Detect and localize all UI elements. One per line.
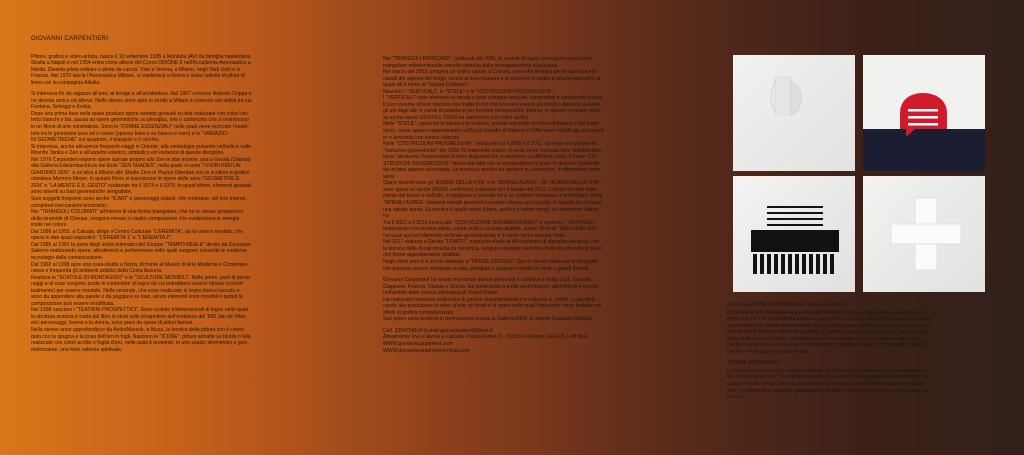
artist-name-heading: GIOVANNI CARPENTIERI — [31, 35, 109, 42]
bio-paragraph-2: Si interessa fin da ragazzo all'arte, al design e all'architettura. Nel 1957 conosce Roberto Crippa e ne diventa amico ed allievo. Nello stesso anno apre lo studio a Milano e conosce vari artisti tra cui Fontana, Scheggi e Kodra. Dopo una prima fase nella quale produce opere astratte gestuali su tela realizzate con colori sin- tetici bianchi e blu, passa ad opere geometriche su plexiglas, tele o cartoncino che si inseriscono in un filone di arte minimalista. Sono le "FORME ESSENZIALI" nelle quali viene ricercato l'equili- brio tra le geometrie pure ed il colore (spesso bianco su bianco e nero) e le "VARIAZIO- NI GEOMETRICHE" sul quadrato, il triangolo e il cerchio. Si interessa, anche attraverso frequenti viaggi in Oriente, alla simbologia presente nell'arte e nelle filosofie Tantra e Zen e all'aspetto estetico, simbolico ed esoterico di queste discipline. Nel 1976 Carpentieri espone opere ispirate proprio allo Zen in due mostre: una a Gouda (Olanda) alla Galleria Edelambachtruis dal titolo "ZEN SHADES", nella quale vi sono "I FIORI PER UN GIARDINO ZEN", e un'altra a Milano allo Studio Zero in Piazza Oberdan con lo scultore e grafico olandese Memmo Meyer. In questo filone si inseriscono le opere delle serie "GEOMETRIE E ZEN" e "LA MENTE E IL GESTO" realizzate tra il 1974 e il 1975. In quest'ultime, elementi gestuali sono inseriti su basi geometriche serigrafate. Suoi soggetti frequenti sono anche "ICARI" e personaggi volanti, che mostrano, nel loro interno, complessi meccanismi tecnicistici. Nei "TRIANGOLI COLORATI" all'interno di una forma triangolare, che ha le stesse proporzioni della piramide di Cheope, vengono messe in risalto composizioni che evidenziano le energie insite nel colore. Dal 1986 al 1993, a Calcata, dirige il Centro Culturale "L'EREMITA", da lui stesso fondato, che opera in due spazi espositivi: "L'EREMITA 1" e "L'EREMITA 2". Dal 1986 al 1991 fa parte degli artisti telematici del Gruppo "TEMPO REALE" diretto da Giuseppe Salerno realizzando opere, allestimenti e performance nelle quali vengono coinvolte le moderne tecnologie della comunicazione. Dal 1992 al 1998 apre una casa-studio a Nizza, di fronte al Museo di Arte Moderna e Contempo- ranea e frequenta gli ambienti artistici della Costa Azzurra. Realizza le "SCATOLE DI MONTAGGIO" e le "SCULTURE MOVIBILI". Nelle prime, parti di perso- naggi e di cose vengono poste in contenitori di legno da cui potrebbero essere riprese (concet- tualmente) per essere montate. Nelle seconde, che sono realizzate in legno bianco laccato e sono da appendere alla parete o da poggiare su basi, alcuni elementi sono movibili e quindi la composizione può essere modificata. Nel 1998 nascono i "TEATRINI PROSPETTICI". Sono scatole tridimensionali di legno nelle quali la struttura scenica è tratta dal libro di studi sulle prospettive dell'ondalese del '500 Jan de Vries ed i personaggi, l'uomo e la donna, sono presi da opere di pittori famosi. Nello stesso anno approfondisce da AndréMarzuk, a Nizza, la tecnica della pittura con il colore dato con la spugna e la posa dell'oro in fogli. Nascono le "ICONE", pitture astratte su tavola o tela, realizzate con colori acrilici e foglia d'oro, nelle quali è presente, in uno spazio simmetrico e geo- metrizzante, una forte valenza spirituale. — [31, 91, 252, 353]
installation-title: INSTALLAZIONE MULTIMEDIALE "Icaro non muore" — [727, 302, 848, 308]
forme-essenziali-caption: Le Forme Essenziali sono opere realizzate da Giovanni Carpentieri tra la fine degli anni '60 e l'inizio degli anni '70 a Milano quando in quella città frequentava lo studio di Roberto Crippa e di altri artisti milanesi. Sono opere su plexiglas, materiale tecnologico in quegli anni. Le forme sono semplici, geometriche, definite. I colori monocromi, spesso bianco su bianco. — [727, 367, 929, 401]
artwork-white-cross — [863, 176, 985, 292]
contacts-block: Cell. 3394754104 E-mail giocarpentieri@libero.it Attualmente vive e lavora a Calcata, Piazza Roma, 3 - 01030 e a Roma, Via G.B. Lulli 58 A WWW.giovannicarpentieri.com WWW.giovannicarpentieriverticali.com — [383, 327, 588, 354]
artwork-white-relief — [733, 55, 855, 171]
installation-caption: L'installazione multimediale è un omaggio a Roberto Crippa, importante artista milanese morto nel 1972 in un incidente aereo sull'aeroporto di Bresso (Milano) mentre si preparava a partecipare al campionato mondiale di acrobazia aerea. Nell'inizio del video compaiono i due elementi fondamentali della tragedia: il labirinto e il sole, nella seconda parte le spirali tratte dalle opere di Crippa, probabilmente simili a quelle che il suo aereo ha percorso mentre si avvicinava al suo sole. L'installazione è anche dedicata al ricordo dei tanti amici che per il volo hanno perduto la vita. — [727, 309, 931, 355]
biography-continuation-column — [383, 56, 661, 359]
white-cross-graphic — [863, 176, 985, 292]
artwork-red-dome — [863, 55, 985, 171]
continuation-paragraph-1: Nei "TRIANGOLI PROFONDI", realizzati dal 2000, le scatole di legno contengono una forma triangolare tridimensionale astratta ottenuta dalla sovrapposizione di più piani. Nel marzo del 2003 compera un antico spazio a Calcata, una volta rimessa per la carrozza ed i cavalli del signore del borgo, lavora al suo recupero e lo converte in studio e spazio espositivo al quale dà il nome di "Natura Coeleste". Nascono i "VERTICALI", le "STELE" e le "COSTRUZIONI PROGRESSIVE". I "VERTICALI" sono elementi su tavola a forte sviluppo verticale, componibili e variamente colora- ti (con inserite strisce ottenute con foglia d'oro) che possono essere accostati a distanze variabili gli uni dagli altri e variati di posizione per formare composizioni diverse. In questo contesto realiz- za anche opere 100X70 e 70X50 su cartoncino con colori acrilici. Nelle "STELE", opere tra la pittura e la scultura, prende a prestito la forma dell'uomo e del mani- chino, come appare rappresentato nell'Encyclopedie di Diderot e D'Alembert modificata al comput- er e arricchita con strisce colorate. Nelle "COSTRUZIONI PROGRESSIVE", realizzate tra il 2008 e il 2011, riprende e trasforma le "Variazioni geometriche" del 1969-70 inserendo colore. In esse viene ricercata una "stabilità dina- mica" attraverso l'inserimento di linee diagonali che si muovono su differenti piani. Il nome "CO- STRUZIONI PROGRESSIVE" deriva dal fatto che la composizione si crea "in divenire" partendo da un'idea appena accennata. La tecnica è acrilico su tavola o su cartoncino, le dimensioni sono varie. Opere recenti sono gli "ALBERI DELLA VITA" e le "SPIRALI AUREE". Gli "ALBERI DELLA VITA" sono opere su tavola (40X30 centimetri) realizzate per il Natale del 2012. L'albero prende nutri- mento dal basso e dall'alto, è rigoglioso e colorato ed è un simbolo universale e archetipico. Nelle "SPIRALI AUREE" elementi astratti geometrici ruotano intorno ad un punto di nascita da cui parte una spirale aurea. La tecnica è quella mista (china, acrilico e colore spray) su cartoncino Fabria- no. Tra il 2012 e il 2016 lavora alle "COSTRUZIONI TRIDIMENSIONALI" e riprende i "VERTICALI" realizzando con tecnica mista, colore acrilico su base digitale, anche Verticali "Alberi della vita", nei quali spicca l'elemento verticale geometrizzato e il colore come energia vitale. Nel 2017 realizza a Deruta "I PIATTI", maioliche d'arte di 40 centimetri di diametro nei quali, con la tecnica della decalcomania su ceramica, vengono riportate sia forme tratte da precedenti lavori che forme appositamente studiate. Negli ultimi anni si è anche dedicato a "OPERE DIGITALI". Opere virtuali realizzate al computer che possono essere stampate su tela, plexiglas o supporti metallici in medi o grandi formati. — [383, 56, 605, 272]
white-relief-graphic — [733, 55, 855, 171]
forme-essenziali-title: "FORME ESSENZIALI" — [727, 360, 780, 367]
black-stripes-graphic — [733, 176, 855, 292]
biography-column — [31, 36, 331, 358]
red-dome-graphic — [863, 55, 985, 171]
bio-paragraph-1: Pittore, grafico e video-artista, nasce il 10 settembre 1935 a Montella (AV) da famiglia napoletana. Studia a Napoli e nel 1954 entra come allievo del Corso ORIONE II nell'Accademia Aeronautica a Nisida. Diventa pilota militare e pilota da caccia. Vive a Verona, a Milano, negli Stati Uniti e in Francia. Nel 1970 lascia l'Aeronautica Militare, si trasferisce a Roma e inizia l'attività di pilota di linea con la compagnia Alitalia. — [31, 53, 252, 86]
exhibitions-paragraph: Giovanni Carpentieri ha tenuto numerose mostre personali e collettive il Italia, USA, Canada, Giappone, Francia, Olanda e Grecia. Ha partecipato a molte performance, allestimenti e mostre nell'ambito della ricerca telematica di Tempo Reale. Ha realizzato numerosi audiovisivi di genere documentaristico e culturale e, inoltre, si sta dedi- cando alla produzione di video d'arte, di ritratti e di opere nelle quali l'immagine viene trattata con effetti di grafica computerizzata. Sue opere sono presenti in permanenza presso la Galleria REM di Jabeek (Limburg-Olanda). — [383, 277, 602, 323]
artwork-black-stripes — [733, 176, 855, 292]
captions-column — [727, 302, 993, 406]
